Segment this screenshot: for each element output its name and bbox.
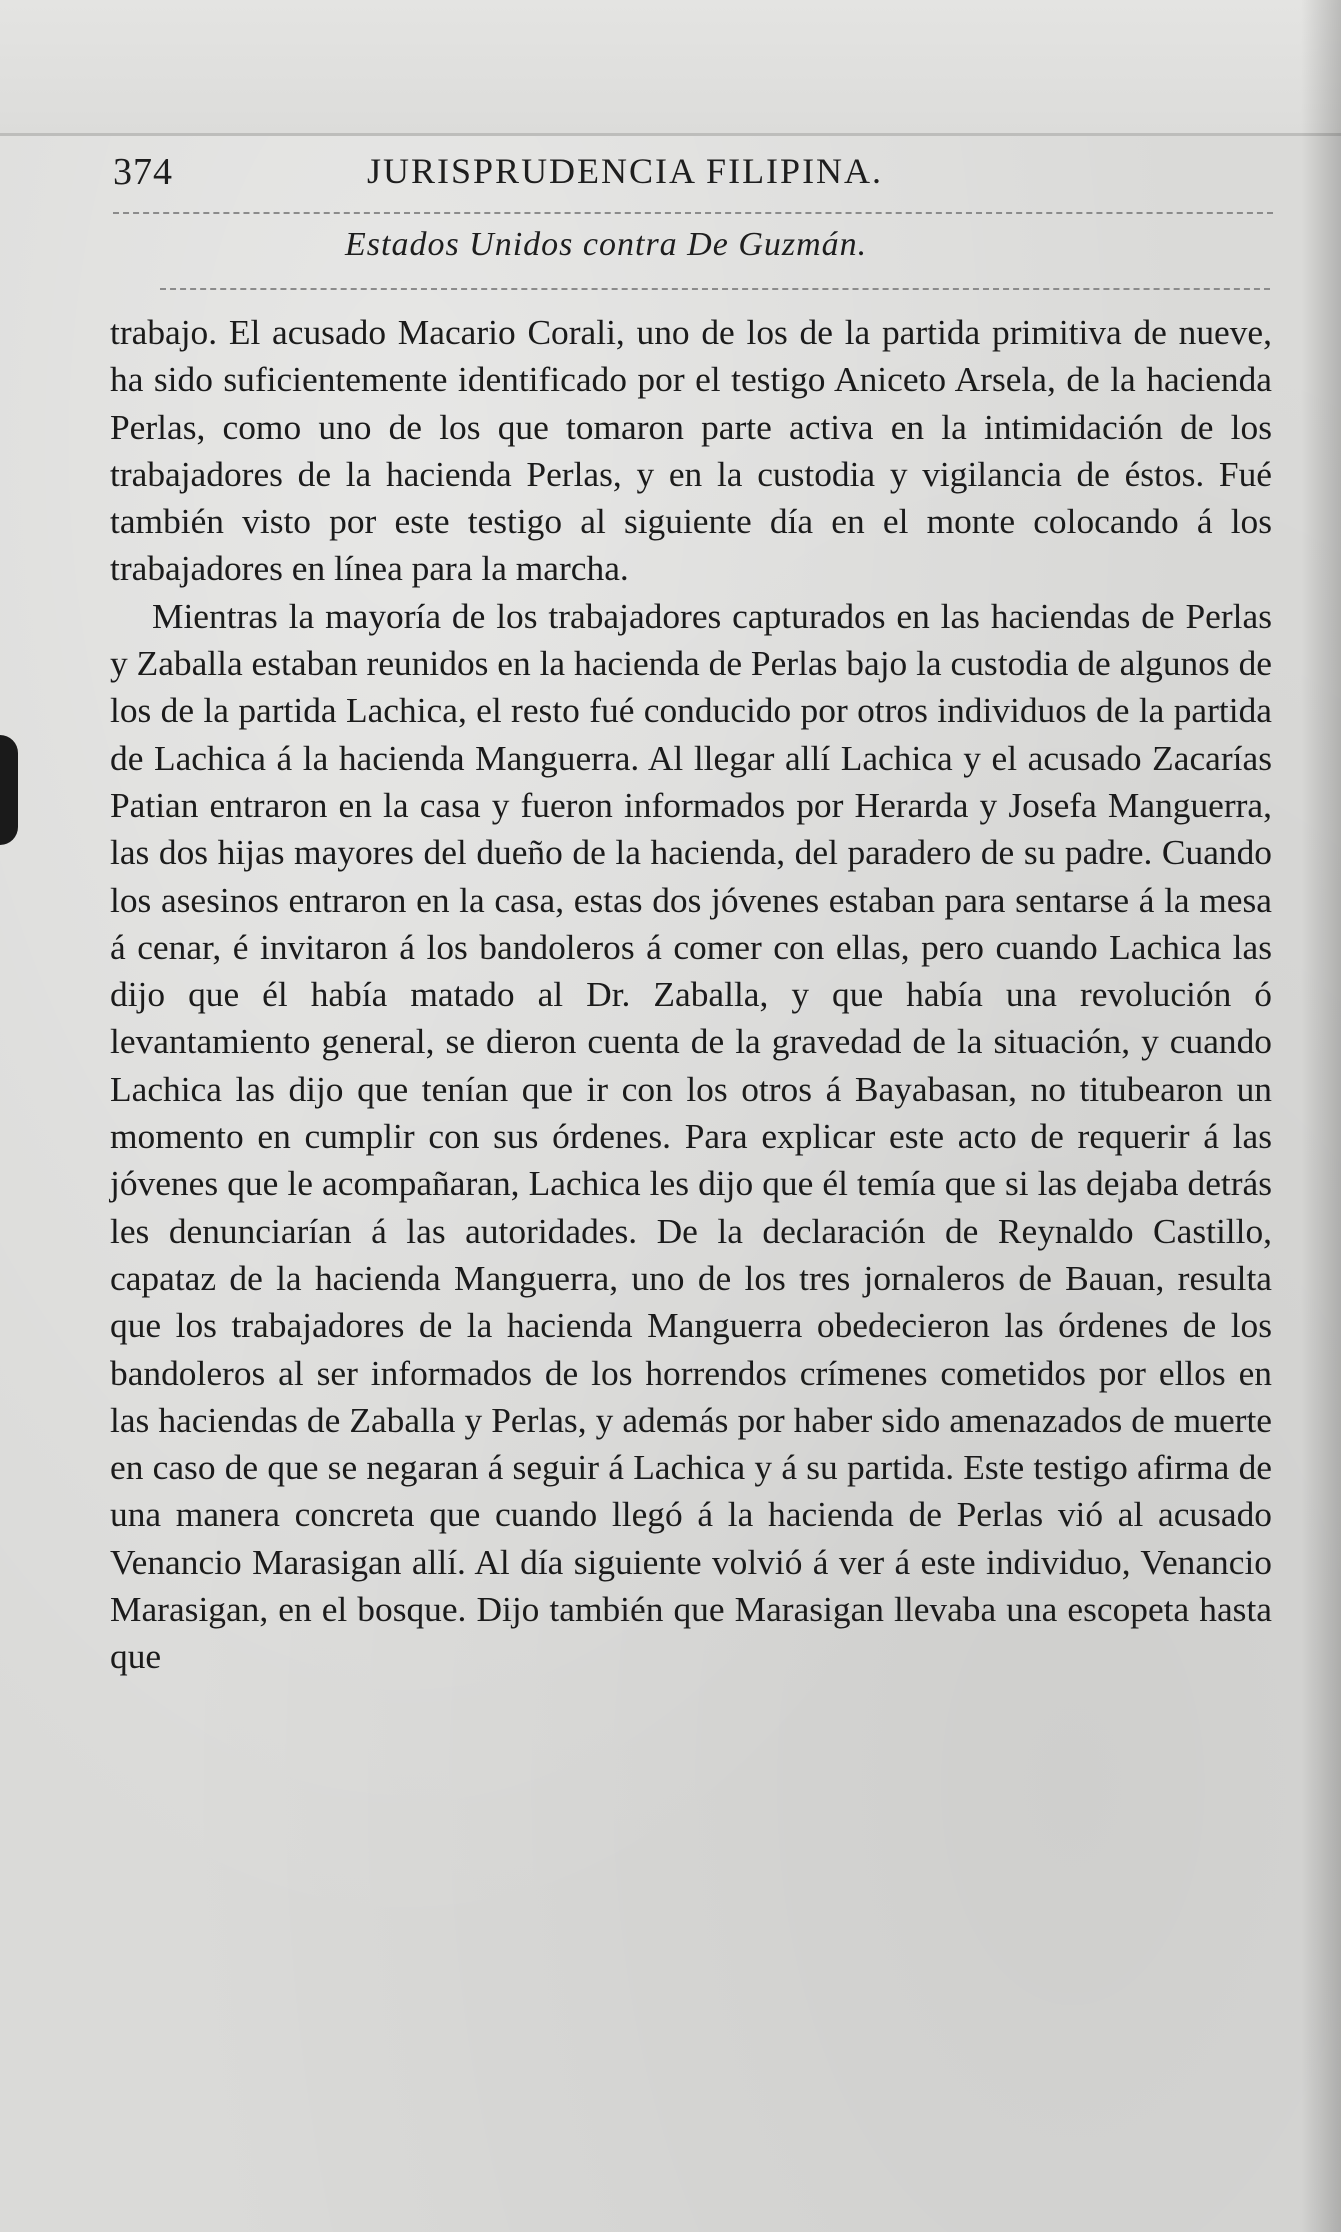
body-text <box>110 309 1272 1681</box>
page-header <box>113 150 1273 210</box>
ink-blot <box>0 735 18 845</box>
case-caption: Estados Unidos contra De Guzmán. <box>345 226 868 263</box>
running-title: JURISPRUDENCIA FILIPINA. <box>367 151 884 191</box>
paragraph: trabajo. El acusado Macario Corali, uno de los de la partida primitiva de nueve, ha sido suficientemente identificado por el testigo Aniceto Arsela, de la hacienda Perlas, como uno de los que tomaron parte activa en la intimidación de los trabajadores de la hacienda Perlas, y en la custodia y vigilancia de éstos. Fué también visto por este testigo al siguiente día en el monte colocando á los trabajadores en línea para la marcha. <box>110 312 1272 589</box>
binding-shadow <box>1301 0 1341 2232</box>
paragraph: Mientras la mayoría de los trabajadores capturados en las haciendas de Perlas y Zaballa estaban reunidos en la hacienda de Perlas bajo la custodia de algunos de los de la partida Lachica, el resto fué conducido por otros individuos de la partida de Lachica á la hacienda Manguerra. Al llegar allí Lachica y el acusado Zacarías Patian entraron en la casa y fueron informados por Herarda y Josefa Manguerra, las dos hijas mayores del dueño de la hacienda, del paradero de su padre. Cuando los asesinos entraron en la casa, estas dos jóvenes estaban para sentarse á la mesa á cenar, é invitaron á los bandoleros á comer con ellas, pero cuando Lachica las dijo que él había matado al Dr. Zaballa, y que había una revolución ó levantamiento general, se dieron cuenta de la gravedad de la situación, y cuando Lachica las dijo que tenían que ir con los otros á Bayabasan, no titubearon un momento en cumplir con sus órdenes. Para explicar este acto de requerir á las jóvenes que le acompañaran, Lachica les dijo que él temía que si las dejaba detrás les denunciarían á las autoridades. De la declaración de Reynaldo Castillo, capataz de la hacienda Manguerra, uno de los tres jornaleros de Bauan, resulta que los trabajadores de la hacienda Manguerra obedecieron las órdenes de los bandoleros al ser informados de los horrendos crímenes cometidos por ellos en las haciendas de Zaballa y Perlas, y además por haber sido amenazados de muerte en caso de que se negaran á seguir á Lachica y á su partida. Este testigo afirma de una manera concreta que cuando llegó á la hacienda de Perlas vió al acusado Venancio Marasigan allí. Al día siguiente volvió á ver á este individuo, Venancio Marasigan, en el bosque. Dijo también que Marasigan llevaba una escopeta hasta que <box>110 595 1272 1677</box>
page-top-edge <box>0 133 1341 136</box>
caption-rule <box>160 288 1270 290</box>
page-number: 374 <box>113 151 173 193</box>
scan-top-margin <box>0 0 1341 136</box>
header-rule <box>113 212 1273 214</box>
